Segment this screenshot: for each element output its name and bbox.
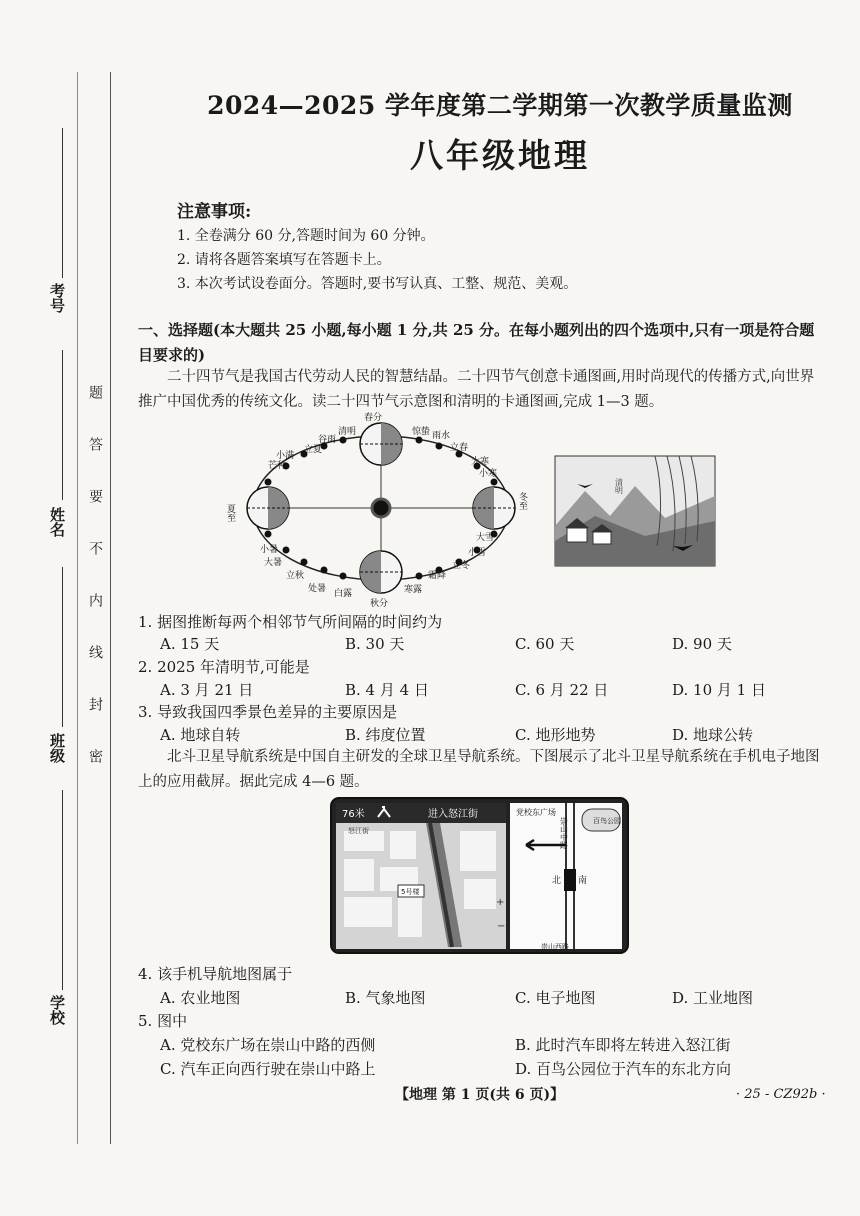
solar-terms-diagram bbox=[225, 410, 538, 610]
q5-option-b: B. 此时汽车即将左转进入怒江街 bbox=[515, 1036, 731, 1054]
term-shuangjiang: 霜降 bbox=[428, 571, 447, 581]
page-footer: 【地理 第 1 页(共 6 页)】 bbox=[395, 1087, 565, 1103]
q4-option-c: C. 电子地图 bbox=[515, 989, 596, 1007]
name-label: 姓名 bbox=[48, 507, 66, 537]
subject-title: 八年级地理 bbox=[410, 136, 590, 175]
school-label: 学校 bbox=[48, 995, 66, 1025]
q5-option-d: D. 百鸟公园位于汽车的东北方向 bbox=[515, 1060, 732, 1078]
navigation-map-image bbox=[330, 797, 630, 955]
term-xiaoshu: 小暑 bbox=[260, 545, 279, 555]
exam-title: 2024—2025 学年度第二学期第一次教学质量监测 bbox=[207, 91, 793, 120]
question-3-stem: 3. 导致我国四季景色差异的主要原因是 bbox=[138, 703, 398, 721]
term-jingzhe: 惊蛰 bbox=[412, 427, 431, 437]
term-dahan: 大寒 bbox=[471, 457, 490, 467]
term-liqiu: 立秋 bbox=[286, 571, 305, 581]
note-item-1: 1. 全卷满分 60 分,答题时间为 60 分钟。 bbox=[177, 228, 435, 244]
cartoon-label: 清明 bbox=[614, 478, 624, 494]
term-daxue: 大雪 bbox=[476, 533, 495, 543]
term-yushui: 雨水 bbox=[432, 431, 451, 441]
nav-distance: 76米 bbox=[342, 809, 365, 820]
q3-option-d: D. 地球公转 bbox=[672, 726, 754, 744]
term-chushu: 处暑 bbox=[308, 584, 327, 594]
zoom-in-icon[interactable]: + bbox=[496, 897, 505, 908]
nav-instruction: 进入怒江街 bbox=[428, 809, 478, 820]
seal-char-3: 要 bbox=[87, 489, 103, 503]
road2-label: 崇山西路 bbox=[541, 943, 569, 951]
class-line[interactable] bbox=[62, 567, 63, 727]
term-lidong: 立冬 bbox=[452, 561, 471, 571]
exam-number-label: 考号 bbox=[48, 283, 66, 313]
zoom-out-icon[interactable]: − bbox=[497, 921, 506, 932]
name-line[interactable] bbox=[62, 350, 63, 500]
compass-south: 南 bbox=[578, 876, 588, 886]
term-lixia: 立夏 bbox=[304, 445, 323, 455]
seal-char-5: 内 bbox=[87, 593, 103, 607]
term-xiaoman: 小满 bbox=[276, 451, 295, 461]
exam-number-line[interactable] bbox=[62, 128, 63, 278]
q2-option-b: B. 4 月 4 日 bbox=[345, 681, 429, 699]
earth-spring-icon bbox=[360, 423, 402, 465]
binding-line-outer bbox=[77, 72, 78, 1144]
paper-code: · 25 - CZ92b · bbox=[736, 1087, 826, 1102]
q2-option-a: A. 3 月 21 日 bbox=[160, 681, 254, 699]
question-2-stem: 2. 2025 年清明节,可能是 bbox=[138, 658, 310, 676]
term-qiufen: 秋分 bbox=[370, 599, 389, 609]
q3-option-a: A. 地球自转 bbox=[160, 726, 241, 744]
building-label: 5号楼 bbox=[401, 888, 420, 896]
note-item-2: 2. 请将各题答案填写在答题卡上。 bbox=[177, 252, 391, 268]
term-lichun: 立春 bbox=[450, 443, 469, 453]
q3-option-c: C. 地形地势 bbox=[515, 726, 596, 744]
sun-icon bbox=[372, 499, 390, 517]
q1-option-b: B. 30 天 bbox=[345, 635, 405, 653]
term-mangzhong: 芒种 bbox=[268, 461, 287, 471]
q4-option-b: B. 气象地图 bbox=[345, 989, 426, 1007]
school-line[interactable] bbox=[62, 790, 63, 990]
seal-char-6: 线 bbox=[87, 645, 103, 659]
term-guyu: 谷雨 bbox=[318, 435, 337, 445]
road-label: 崇山中路 bbox=[559, 817, 569, 849]
notes-heading: 注意事项: bbox=[177, 202, 252, 222]
q1-option-c: C. 60 天 bbox=[515, 635, 575, 653]
park-label: 百鸟公园 bbox=[593, 817, 621, 825]
note-item-3: 3. 本次考试设卷面分。答题时,要书写认真、工整、规范、美观。 bbox=[177, 276, 578, 292]
term-dashu: 大暑 bbox=[264, 558, 283, 568]
term-xiazhi: 夏至 bbox=[225, 504, 235, 522]
plaza-label: 党校东广场 bbox=[516, 808, 556, 817]
term-bailu: 白露 bbox=[334, 589, 353, 599]
qingming-cartoon-image bbox=[555, 456, 715, 566]
question-4-stem: 4. 该手机导航地图属于 bbox=[138, 965, 293, 983]
q1-option-a: A. 15 天 bbox=[160, 635, 220, 653]
q1-option-d: D. 90 天 bbox=[672, 635, 732, 653]
compass-north: 北 bbox=[552, 876, 562, 886]
term-chunfen: 春分 bbox=[364, 413, 383, 423]
seal-char-8: 密 bbox=[87, 749, 103, 763]
nav-street-small: 怒江街 bbox=[348, 827, 369, 835]
term-xiaoxue: 小雪 bbox=[468, 548, 487, 558]
q5-option-c: C. 汽车正向西行驶在崇山中路上 bbox=[160, 1060, 376, 1078]
term-xiaohan: 小寒 bbox=[479, 469, 498, 479]
passage-1: 二十四节气是我国古代劳动人民的智慧结晶。二十四节气创意卡通图画,用时尚现代的传播方式,向世界推广中国优秀的传统文化。读二十四节气示意图和清明的卡通图画,完成 1—3 题。 bbox=[138, 369, 815, 410]
q4-option-d: D. 工业地图 bbox=[672, 989, 754, 1007]
term-dongzhi: 冬至 bbox=[517, 492, 527, 510]
car-marker-icon bbox=[564, 869, 576, 891]
q3-option-b: B. 纬度位置 bbox=[345, 726, 426, 744]
term-hanlu: 寒露 bbox=[404, 585, 423, 595]
passage-2: 北斗卫星导航系统是中国自主研发的全球卫星导航系统。下图展示了北斗卫星导航系统在手机电子地图上的应用截屏。据此完成 4—6 题。 bbox=[138, 749, 820, 790]
q2-option-d: D. 10 月 1 日 bbox=[672, 681, 766, 699]
seal-char-2: 答 bbox=[87, 437, 103, 451]
q5-option-a: A. 党校东广场在崇山中路的西侧 bbox=[160, 1036, 376, 1054]
question-5-stem: 5. 图中 bbox=[138, 1012, 188, 1030]
q2-option-c: C. 6 月 22 日 bbox=[515, 681, 609, 699]
term-qingming: 清明 bbox=[338, 427, 357, 437]
earth-winter-icon bbox=[473, 487, 515, 529]
earth-autumn-icon bbox=[360, 551, 402, 593]
section-heading: 一、选择题(本大题共 25 小题,每小题 1 分,共 25 分。在每小题列出的四个选项中,只有一项是符合题目要求的) bbox=[138, 321, 815, 364]
earth-summer-icon bbox=[247, 487, 289, 529]
question-1-stem: 1. 据图推断每两个相邻节气所间隔的时间约为 bbox=[138, 613, 443, 631]
seal-char-1: 题 bbox=[87, 385, 103, 399]
seal-char-4: 不 bbox=[87, 541, 103, 555]
binding-line-inner bbox=[110, 72, 111, 1144]
seal-char-7: 封 bbox=[87, 697, 103, 711]
class-label: 班级 bbox=[48, 733, 66, 763]
q4-option-a: A. 农业地图 bbox=[160, 989, 241, 1007]
